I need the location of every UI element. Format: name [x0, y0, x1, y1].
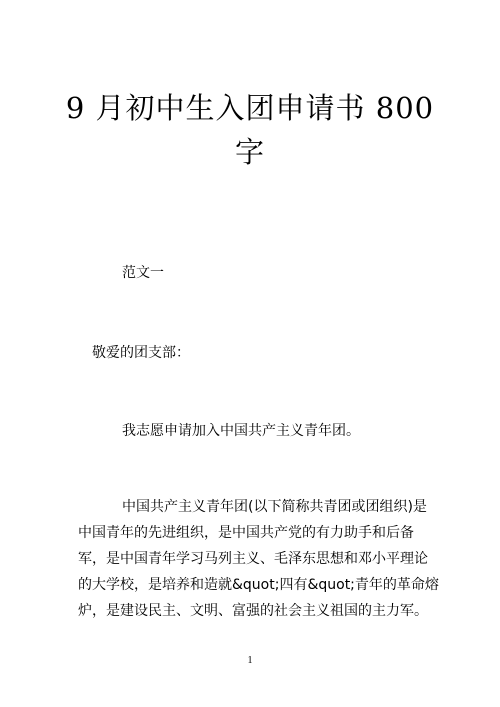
- salutation: 敬爱的团支部：: [92, 345, 190, 361]
- subtitle: 范文一: [122, 265, 164, 281]
- paragraph-2-line-3: 军，是中国青年学习马列主义、毛泽东思想和邓小平理论: [78, 551, 428, 567]
- paragraph-2-line-4: 的大学校，是培养和造就&quot;四有&quot;青年的革命熔: [78, 577, 439, 593]
- paragraph-2-line-5: 炉，是建设民主、文明、富强的社会主义祖国的主力军。: [78, 603, 428, 619]
- paragraph-2-line-1: 中国共产主义青年团(以下简称共青团或团组织)是: [122, 499, 427, 515]
- document-title-line-2: 字: [234, 135, 265, 169]
- paragraph-1: 我志愿申请加入中国共产主义青年团。: [122, 423, 360, 439]
- page-number: 1: [247, 655, 253, 666]
- document-title-line-1: 9 月初中生入团申请书 800: [65, 91, 435, 125]
- paragraph-2-line-2: 中国青年的先进组织，是中国共产党的有力助手和后备: [78, 525, 414, 541]
